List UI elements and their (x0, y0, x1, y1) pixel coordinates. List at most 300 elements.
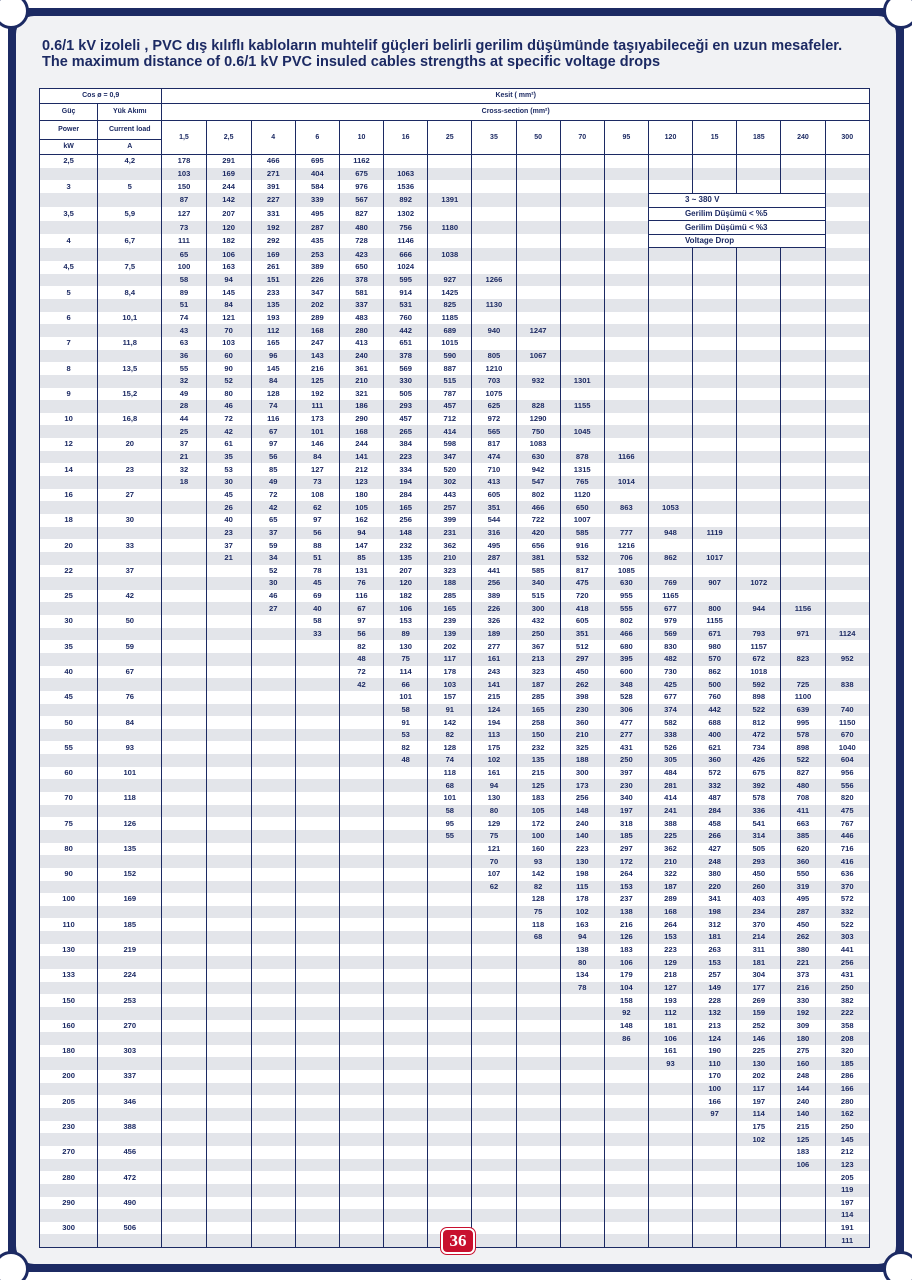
distance-cell: 431 (604, 741, 648, 754)
distance-cell: 378 (384, 350, 428, 363)
distance-cell: 21 (162, 451, 206, 464)
distance-cell: 135 (384, 552, 428, 565)
section-header: 70 (560, 121, 604, 155)
current-cell (98, 830, 162, 843)
distance-cell (560, 234, 604, 248)
table-row (40, 956, 870, 969)
distance-cell: 157 (428, 691, 472, 704)
distance-cell (825, 155, 870, 168)
kesit-header: Kesit ( mm²) (162, 89, 870, 104)
distance-cell (648, 1095, 692, 1108)
distance-cell (206, 754, 251, 767)
power-cell (40, 982, 98, 995)
distance-cell: 418 (560, 602, 604, 615)
current-cell: 337 (98, 1070, 162, 1083)
distance-cell (384, 982, 428, 995)
distance-cell (693, 590, 737, 603)
table-row (40, 994, 870, 1007)
distance-cell (516, 286, 560, 299)
distance-cell: 805 (472, 350, 516, 363)
distance-cell: 124 (472, 704, 516, 717)
distance-cell: 18 (162, 476, 206, 489)
distance-cell: 165 (516, 704, 560, 717)
distance-cell (251, 994, 295, 1007)
distance-cell (206, 944, 251, 957)
distance-cell: 569 (384, 362, 428, 375)
distance-cell (295, 640, 339, 653)
distance-cell: 862 (648, 552, 692, 565)
power-cell (40, 830, 98, 843)
distance-cell (648, 324, 692, 337)
distance-cell (206, 1234, 251, 1247)
distance-cell (384, 868, 428, 881)
distance-cell (737, 274, 781, 287)
distance-cell: 49 (251, 476, 295, 489)
distance-cell: 600 (604, 666, 648, 679)
distance-cell (428, 1020, 472, 1033)
distance-cell (206, 805, 251, 818)
distance-cell (516, 1020, 560, 1033)
distance-cell (648, 1121, 692, 1134)
distance-cell: 36 (162, 350, 206, 363)
distance-cell (604, 1095, 648, 1108)
distance-cell: 101 (384, 691, 428, 704)
power-cell (40, 324, 98, 337)
distance-cell: 220 (693, 881, 737, 894)
table-row (40, 1007, 870, 1020)
distance-cell: 384 (384, 438, 428, 451)
current-cell: 135 (98, 843, 162, 856)
distance-cell: 32 (162, 375, 206, 388)
distance-cell: 82 (428, 729, 472, 742)
distance-cell: 257 (428, 501, 472, 514)
distance-cell (472, 207, 516, 221)
distance-cell: 186 (339, 400, 383, 413)
power-cell (40, 729, 98, 742)
distance-cell: 153 (648, 931, 692, 944)
distance-cell (384, 1121, 428, 1134)
distance-cell: 441 (825, 944, 870, 957)
distance-cell: 161 (472, 767, 516, 780)
distance-cell: 280 (339, 324, 383, 337)
current-cell (98, 350, 162, 363)
distance-cell: 70 (206, 324, 251, 337)
distance-cell: 102 (472, 754, 516, 767)
distance-cell: 80 (560, 956, 604, 969)
distance-cell: 330 (781, 994, 825, 1007)
distance-cell: 293 (737, 855, 781, 868)
distance-cell: 339 (295, 193, 339, 207)
distance-cell: 1156 (781, 602, 825, 615)
table-row (40, 388, 870, 401)
distance-cell (560, 1234, 604, 1247)
distance-cell (251, 779, 295, 792)
distance-cell (339, 1146, 383, 1159)
distance-cell: 60 (206, 350, 251, 363)
distance-cell (516, 1171, 560, 1184)
distance-cell (206, 678, 251, 691)
distance-cell: 159 (737, 1007, 781, 1020)
legend-line: Voltage Drop (648, 234, 825, 248)
distance-cell: 300 (516, 602, 560, 615)
distance-cell (604, 1108, 648, 1121)
distance-cell (295, 716, 339, 729)
distance-cell: 1162 (339, 155, 383, 168)
distance-cell: 130 (472, 792, 516, 805)
distance-cell: 178 (428, 666, 472, 679)
page-title (42, 38, 882, 70)
distance-cell: 139 (428, 628, 472, 641)
table-row (40, 261, 870, 274)
distance-cell: 830 (648, 640, 692, 653)
distance-cell (737, 324, 781, 337)
table-row (40, 716, 870, 729)
power-cell (40, 1083, 98, 1096)
distance-cell: 250 (825, 1121, 870, 1134)
distance-cell: 94 (339, 527, 383, 540)
distance-cell (737, 489, 781, 502)
distance-cell: 127 (162, 207, 206, 221)
distance-cell: 105 (339, 501, 383, 514)
table-row (40, 1146, 870, 1159)
distance-cell (604, 274, 648, 287)
distance-cell: 212 (825, 1146, 870, 1159)
distance-cell (472, 944, 516, 957)
distance-cell: 89 (162, 286, 206, 299)
distance-cell (693, 1159, 737, 1172)
distance-cell (339, 1095, 383, 1108)
distance-cell (339, 1184, 383, 1197)
distance-cell (339, 817, 383, 830)
distance-cell (825, 234, 870, 248)
table-row (40, 918, 870, 931)
distance-cell: 96 (251, 350, 295, 363)
distance-cell (384, 881, 428, 894)
distance-cell (295, 893, 339, 906)
power-cell: 3 (40, 180, 98, 193)
current-cell: 37 (98, 565, 162, 578)
distance-cell: 59 (251, 539, 295, 552)
distance-cell (162, 527, 206, 540)
distance-cell: 223 (384, 451, 428, 464)
distance-cell (206, 982, 251, 995)
distance-cell (162, 1032, 206, 1045)
distance-cell (339, 1045, 383, 1058)
distance-cell: 306 (604, 704, 648, 717)
distance-cell: 472 (737, 729, 781, 742)
distance-cell: 291 (206, 155, 251, 168)
distance-cell (516, 1095, 560, 1108)
distance-cell (604, 286, 648, 299)
distance-cell (516, 261, 560, 274)
distance-cell: 213 (693, 1020, 737, 1033)
distance-cell (693, 155, 737, 168)
distance-cell: 944 (737, 602, 781, 615)
distance-cell: 168 (648, 906, 692, 919)
distance-cell: 226 (295, 274, 339, 287)
distance-cell (206, 1133, 251, 1146)
table-row (40, 602, 870, 615)
distance-cell (560, 350, 604, 363)
distance-cell (162, 754, 206, 767)
table-row (40, 362, 870, 375)
current-cell (98, 168, 162, 181)
distance-cell: 823 (781, 653, 825, 666)
distance-cell (560, 155, 604, 168)
power-cell (40, 704, 98, 717)
distance-cell (251, 956, 295, 969)
distance-cell (825, 476, 870, 489)
distance-cell (251, 855, 295, 868)
distance-cell: 218 (648, 969, 692, 982)
distance-cell: 181 (693, 931, 737, 944)
distance-cell (206, 843, 251, 856)
distance-cell (516, 388, 560, 401)
distance-cell (560, 1209, 604, 1222)
distance-cell: 677 (648, 691, 692, 704)
distance-cell: 53 (206, 463, 251, 476)
distance-cell: 392 (737, 779, 781, 792)
distance-cell (472, 168, 516, 181)
distance-cell (737, 375, 781, 388)
distance-cell: 1165 (648, 590, 692, 603)
distance-cell (428, 1146, 472, 1159)
distance-cell: 30 (251, 577, 295, 590)
distance-cell: 37 (162, 438, 206, 451)
distance-cell (206, 577, 251, 590)
distance-cell: 321 (339, 388, 383, 401)
table-row (40, 463, 870, 476)
distance-cell: 56 (295, 527, 339, 540)
distance-cell (251, 1146, 295, 1159)
distance-cell: 817 (560, 565, 604, 578)
distance-cell (648, 388, 692, 401)
distance-cell: 175 (472, 741, 516, 754)
distance-cell: 666 (384, 248, 428, 261)
distance-cell: 487 (693, 792, 737, 805)
distance-cell (781, 274, 825, 287)
distance-cell: 210 (560, 729, 604, 742)
current-cell (98, 400, 162, 413)
power-cell (40, 779, 98, 792)
distance-cell (472, 893, 516, 906)
distance-cell: 188 (428, 577, 472, 590)
distance-cell (516, 207, 560, 221)
current-cell (98, 221, 162, 235)
distance-cell: 1216 (604, 539, 648, 552)
distance-cell (428, 261, 472, 274)
distance-cell: 223 (560, 843, 604, 856)
power-cell (40, 248, 98, 261)
distance-cell: 420 (516, 527, 560, 540)
distance-cell: 244 (206, 180, 251, 193)
distance-cell: 116 (339, 590, 383, 603)
distance-cell: 84 (206, 299, 251, 312)
power-cell (40, 400, 98, 413)
distance-cell (428, 1032, 472, 1045)
distance-cell (339, 893, 383, 906)
distance-cell: 145 (206, 286, 251, 299)
power-cell: 35 (40, 640, 98, 653)
section-header: 35 (472, 121, 516, 155)
distance-cell: 67 (251, 425, 295, 438)
distance-cell (648, 168, 692, 181)
distance-cell (693, 451, 737, 464)
distance-cell (295, 666, 339, 679)
cos-phi-header: Cos ø = 0,9 (40, 89, 162, 104)
distance-cell (825, 451, 870, 464)
distance-cell: 198 (560, 868, 604, 881)
distance-cell: 338 (648, 729, 692, 742)
distance-cell (516, 1057, 560, 1070)
power-cell (40, 299, 98, 312)
distance-cell: 1083 (516, 438, 560, 451)
current-cell (98, 577, 162, 590)
distance-cell: 239 (428, 615, 472, 628)
section-header: 120 (648, 121, 692, 155)
distance-cell: 114 (825, 1209, 870, 1222)
distance-cell: 258 (516, 716, 560, 729)
current-cell (98, 1057, 162, 1070)
distance-cell (251, 969, 295, 982)
distance-cell (693, 299, 737, 312)
distance-cell: 625 (472, 400, 516, 413)
distance-cell (251, 1234, 295, 1247)
distance-cell (472, 1209, 516, 1222)
distance-cell (206, 931, 251, 944)
distance-cell: 446 (825, 830, 870, 843)
distance-cell (825, 400, 870, 413)
distance-cell: 215 (516, 767, 560, 780)
distance-cell: 142 (206, 193, 251, 207)
distance-cell: 197 (604, 805, 648, 818)
distance-cell: 1315 (560, 463, 604, 476)
current-cell (98, 1184, 162, 1197)
distance-cell (339, 716, 383, 729)
current-cell (98, 527, 162, 540)
distance-cell: 165 (384, 501, 428, 514)
distance-cell (781, 155, 825, 168)
title-turkish: 0.6/1 kV izoleli , PVC dış kılıflı kabloların muhtelif güçleri belirli gerilim düşümünde taşıyabileceği en uzun mesafeler. (42, 38, 843, 54)
distance-cell: 232 (516, 741, 560, 754)
distance-cell: 351 (560, 628, 604, 641)
distance-cell (162, 590, 206, 603)
power-cell (40, 350, 98, 363)
distance-cell (604, 155, 648, 168)
distance-cell: 942 (516, 463, 560, 476)
distance-cell: 121 (206, 312, 251, 325)
current-cell: 15,2 (98, 388, 162, 401)
table-row (40, 754, 870, 767)
distance-cell: 68 (516, 931, 560, 944)
distance-cell (384, 1083, 428, 1096)
distance-cell (428, 881, 472, 894)
distance-cell: 323 (516, 666, 560, 679)
power-cell (40, 881, 98, 894)
distance-cell (737, 1146, 781, 1159)
distance-cell (162, 1209, 206, 1222)
distance-cell: 128 (428, 741, 472, 754)
current-cell: 33 (98, 539, 162, 552)
distance-cell (648, 261, 692, 274)
distance-cell (516, 1146, 560, 1159)
distance-cell (825, 691, 870, 704)
distance-cell (162, 1070, 206, 1083)
current-cell: 7,5 (98, 261, 162, 274)
table-row (40, 615, 870, 628)
distance-cell: 556 (825, 779, 870, 792)
distance-cell (251, 741, 295, 754)
distance-cell (604, 489, 648, 502)
distance-cell (384, 830, 428, 843)
distance-cell (295, 868, 339, 881)
power-cell: 22 (40, 565, 98, 578)
distance-cell (604, 1222, 648, 1235)
distance-cell: 181 (648, 1020, 692, 1033)
distance-cell (428, 1070, 472, 1083)
distance-cell: 124 (693, 1032, 737, 1045)
distance-cell: 82 (384, 741, 428, 754)
current-cell: 27 (98, 489, 162, 502)
distance-cell (162, 918, 206, 931)
power-cell (40, 375, 98, 388)
distance-cell: 125 (516, 779, 560, 792)
distance-cell: 266 (693, 830, 737, 843)
table-row (40, 1197, 870, 1210)
table-row (40, 400, 870, 413)
distance-cell (825, 274, 870, 287)
distance-cell: 1130 (472, 299, 516, 312)
distance-cell (295, 855, 339, 868)
power-cell: 4 (40, 234, 98, 248)
distance-cell (604, 207, 648, 221)
distance-cell (295, 969, 339, 982)
distance-cell: 528 (604, 691, 648, 704)
distance-cell (737, 463, 781, 476)
distance-cell (560, 168, 604, 181)
distance-cell (781, 451, 825, 464)
guc-header: Güç (40, 104, 98, 121)
distance-cell: 226 (472, 602, 516, 615)
distance-cell: 51 (295, 552, 339, 565)
distance-cell: 416 (825, 855, 870, 868)
distance-cell: 256 (384, 514, 428, 527)
distance-cell: 1290 (516, 413, 560, 426)
distance-cell (472, 982, 516, 995)
distance-cell: 146 (295, 438, 339, 451)
distance-cell: 117 (737, 1083, 781, 1096)
distance-cell (516, 299, 560, 312)
distance-cell: 1053 (648, 501, 692, 514)
distance-cell (162, 817, 206, 830)
distance-cell (251, 1032, 295, 1045)
power-cell (40, 527, 98, 540)
table-row (40, 843, 870, 856)
distance-cell (428, 855, 472, 868)
distance-cell: 148 (560, 805, 604, 818)
distance-cell: 166 (693, 1095, 737, 1108)
distance-cell: 1146 (384, 234, 428, 248)
distance-cell (604, 388, 648, 401)
distance-cell: 381 (516, 552, 560, 565)
distance-cell (560, 248, 604, 261)
distance-cell: 391 (251, 180, 295, 193)
section-header: 4 (251, 121, 295, 155)
power-cell (40, 221, 98, 235)
table-row (40, 628, 870, 641)
distance-cell: 21 (206, 552, 251, 565)
distance-cell (384, 1095, 428, 1108)
